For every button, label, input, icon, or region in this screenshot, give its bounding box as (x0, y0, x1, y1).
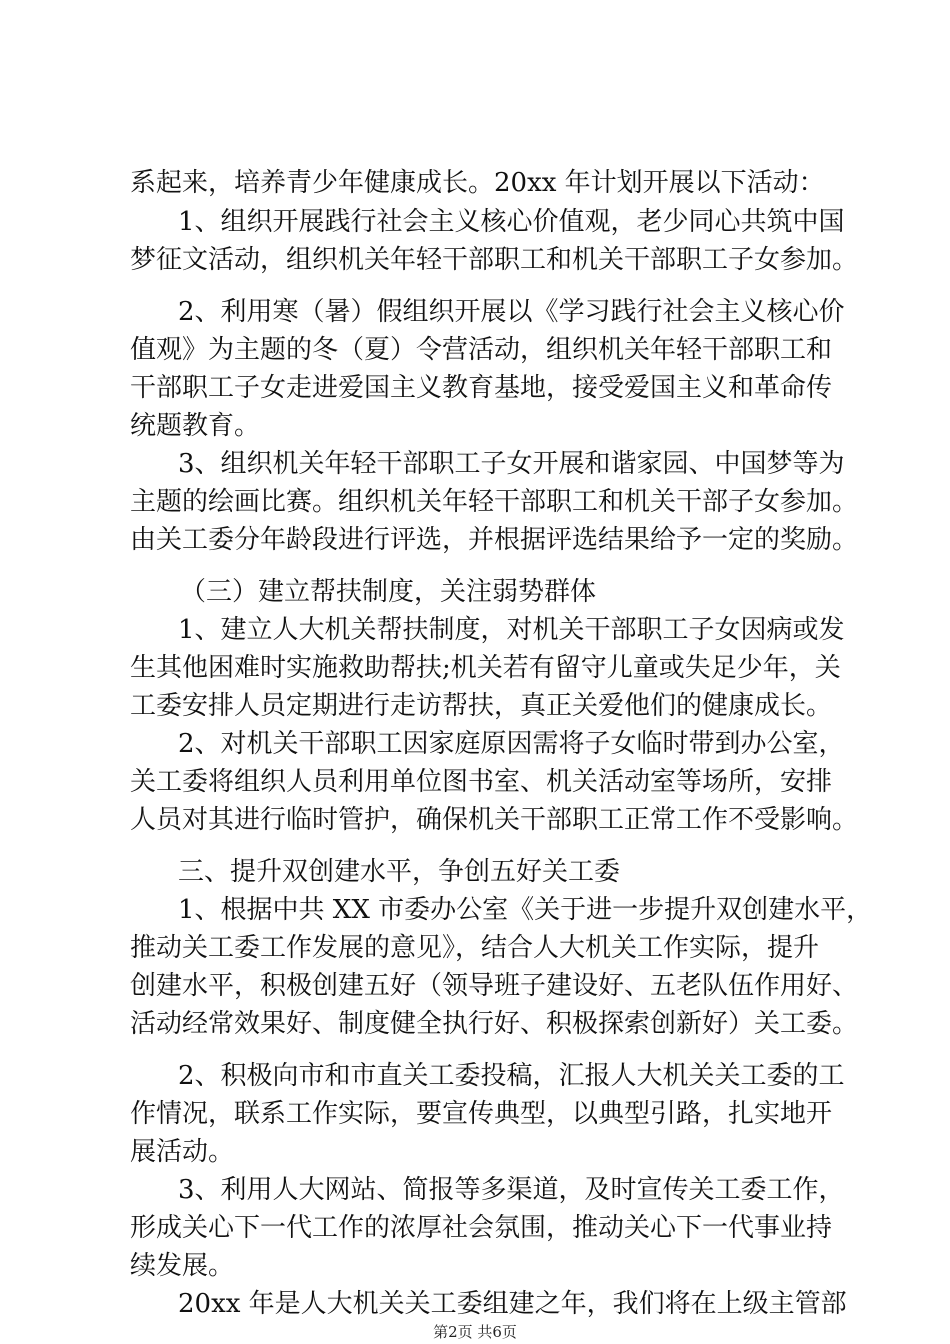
text-line: 梦征文活动，组织机关年轻干部职工和机关干部职工子女参加。 (130, 245, 859, 275)
text-line: 关工委将组织人员利用单位图书室、机关活动室等场所，安排 (130, 767, 833, 797)
section-heading: 三、提升双创建水平，争创五好关工委 (178, 857, 621, 887)
text-line: 20xx 年是人大机关关工委组建之年，我们将在上级主管部 (178, 1289, 847, 1319)
text-line: 2、利用寒（暑）假组织开展以《学习践行社会主义核心价 (178, 297, 845, 327)
text-line: 3、利用人大网站、简报等多渠道，及时宣传关工委工作， (178, 1175, 845, 1205)
text-line: 3、组织机关年轻干部职工子女开展和谐家园、中国梦等为 (178, 449, 845, 479)
text-line: 系起来，培养青少年健康成长。20xx 年计划开展以下活动： (130, 168, 825, 198)
text-line: 展活动。 (130, 1137, 235, 1167)
text-line: 创建水平，积极创建五好（领导班子建设好、五老队伍作用好、 (130, 971, 859, 1001)
text-line: 统题教育。 (130, 411, 261, 441)
text-line: 1、根据中共 XX 市委办公室《关于进一步提升双创建水平， (178, 895, 873, 925)
text-line: 由关工委分年龄段进行评选，并根据评选结果给予一定的奖励。 (130, 525, 859, 555)
section-heading: （三）建立帮扶制度，关注弱势群体 (180, 577, 597, 607)
text-line: 活动经常效果好、制度健全执行好、积极探索创新好）关工委。 (130, 1009, 859, 1039)
text-line: 续发展。 (130, 1251, 235, 1281)
text-line: 2、积极向市和市直关工委投稿，汇报人大机关关工委的工 (178, 1061, 845, 1091)
text-line: 人员对其进行临时管护，确保机关干部职工正常工作不受影响。 (130, 805, 859, 835)
text-line: 2、对机关干部职工因家庭原因需将子女临时带到办公室， (178, 729, 845, 759)
text-line: 1、组织开展践行社会主义核心价值观，老少同心共筑中国 (178, 207, 845, 237)
text-line: 作情况，联系工作实际，要宣传典型，以典型引路，扎实地开 (130, 1099, 833, 1129)
text-line: 干部职工子女走进爱国主义教育基地，接受爱国主义和革命传 (130, 373, 833, 403)
text-line: 主题的绘画比赛。组织机关年轻干部职工和机关干部子女参加。 (130, 487, 859, 517)
text-line: 1、建立人大机关帮扶制度，对机关干部职工子女因病或发 (178, 615, 845, 645)
text-line: 生其他困难时实施救助帮扶;机关若有留守儿童或失足少年，关 (130, 653, 841, 683)
text-line: 工委安排人员定期进行走访帮扶，真正关爱他们的健康成长。 (130, 691, 833, 721)
text-line: 推动关工委工作发展的意见》，结合人大机关工作实际，提升 (130, 933, 820, 963)
text-line: 形成关心下一代工作的浓厚社会氛围，推动关心下一代事业持 (130, 1213, 833, 1243)
page-number-footer: 第2页 共6页 (433, 1323, 517, 1341)
text-line: 值观》为主题的冬（夏）令营活动，组织机关年轻干部职工和 (130, 335, 833, 365)
